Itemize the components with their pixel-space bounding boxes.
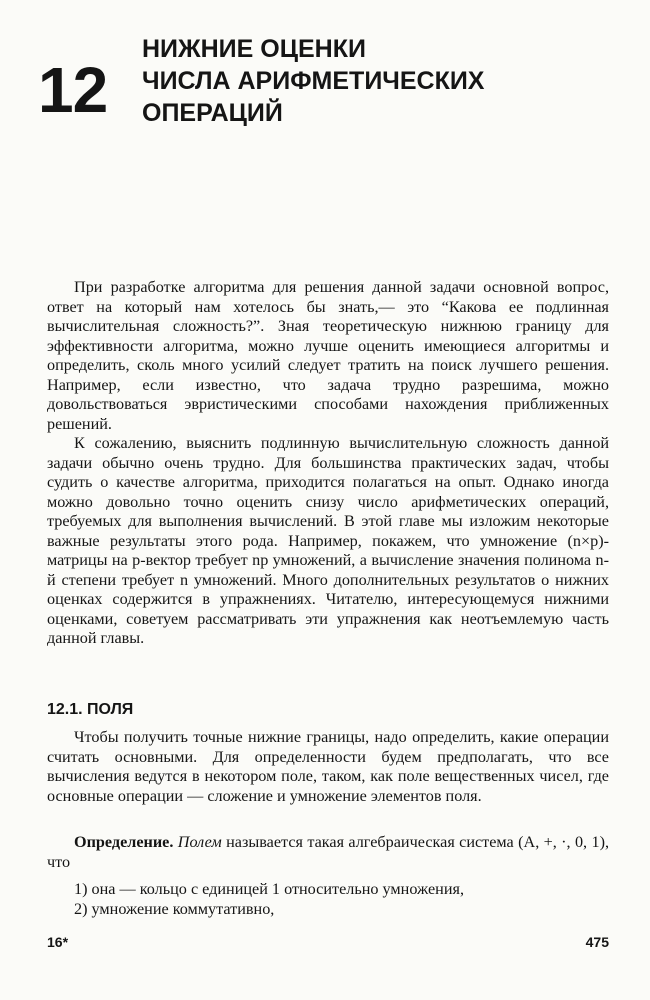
chapter-title-line: ОПЕРАЦИЙ — [142, 99, 283, 127]
section-heading: 12.1. ПОЛЯ — [47, 701, 134, 718]
section-text — [47, 728, 609, 806]
chapter-title-line: НИЖНИЕ ОЦЕНКИ — [142, 35, 366, 63]
intro-text — [47, 278, 609, 649]
definition-text: называется такая алгебраическая система (A, +, ·, 0, 1), что — [47, 833, 610, 871]
signature-mark: 16* — [47, 934, 69, 950]
chapter-title-line: ЧИСЛА АРИФМЕТИЧЕСКИХ — [142, 67, 485, 95]
definition-term: Полем — [177, 833, 222, 851]
definition — [47, 833, 609, 872]
list-item: 2) умножение коммутативно, — [74, 899, 275, 918]
definition-paragraph — [47, 833, 609, 872]
chapter-number: 12 — [38, 54, 108, 126]
definition-label: Определение. — [74, 833, 174, 851]
section-paragraph: Чтобы получить точные нижние границы, надо определить, какие операции считать основными. Для определенности будем предполагать, что все вычисления ведутся в некотором поле, таком, как поле вещественных чисел, где основные операции — сложение и умножение элементов поля. — [47, 728, 609, 805]
definition-list — [74, 880, 609, 919]
intro-paragraph: К сожалению, выяснить подлинную вычислительную сложность данной задачи обычно очень трудно. Для большинства практических задач, чтобы судить о качестве алгоритма, приходится полагаться на опыт. Однако иногда можно довольно точно оценить снизу число арифметических операций, требуемых для выполнения вычислений. В этой главе мы изложим некоторые важные результаты этого рода. Например, покажем, что умножение (n×p)-матрицы на p-вектор требует np умножений, а вычисление значения полинома n-й степени требует n умножений. Много дополнительных результатов о нижних оценках содержится в упражнениях. Читателю, интересующемуся нижними оценками, советуем рассматривать эти упражнения как неотъемлемую часть данной главы. — [47, 434, 609, 647]
chapter-title — [142, 33, 484, 129]
page-number: 475 — [585, 934, 609, 950]
intro-paragraph: При разработке алгоритма для решения данной задачи основной вопрос, ответ на который нам хотелось бы знать,— это “Какова ее подлинная вычислительная сложность?”. Зная теоретическую нижнюю границу для эффективности алгоритма, можно лучше оценить имеющиеся алгоритмы и определить, сколь много усилий следует тратить на поиск лучшего решения. Например, если известно, что задача трудно разрешима, можно довольствоваться эвристическими способами нахождения приближенных решений. — [47, 278, 609, 433]
list-item: 1) она — кольцо с единицей 1 относительно умножения, — [74, 880, 465, 898]
